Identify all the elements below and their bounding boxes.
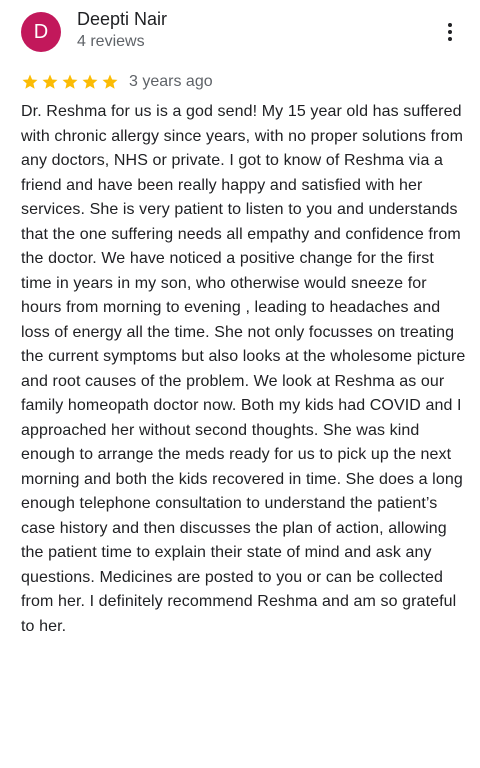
star-icon bbox=[101, 73, 119, 91]
avatar[interactable]: D bbox=[21, 12, 61, 52]
star-icon bbox=[41, 73, 59, 91]
star-rating bbox=[21, 73, 121, 91]
author-name[interactable]: Deepti Nair bbox=[77, 9, 168, 29]
star-icon bbox=[61, 73, 79, 91]
more-vert-icon bbox=[448, 22, 452, 43]
author-info bbox=[77, 8, 167, 52]
review-text: Dr. Reshma for us is a god send! My 15 year old has suffered with chronic allergy since years, with no proper solutions from any doctors, NHS or private. I got to know of Reshma via a friend and have been really happy and satisfied with her services. She is very patient to listen to you and understands that the one suffering needs all empathy and confidence from the doctor. We have noticed a positive change for the first time in years in my son, who otherwise would sneeze for hours from morning to evening , leading to headaches and loss of energy all the time. She not only focusses on treating the current symptoms but also looks at the wholesome picture and root causes of the problem. We look at Reshma as our family homeopath doctor now. Both my kids had COVID and I approached her without second thoughts. She was kind enough to arrange the meds ready for us to pick up the next morning and both the kids recovered in time. She does a long enough telephone consultation to understand the patient’s case history and then discusses the plan of action, allowing the patient time to explain their state of mind and ask any questions. Medicines are posted to you or can be collected from her. I definitely recommend Reshma and am so grateful to her. bbox=[21, 103, 466, 635]
more-options-button[interactable] bbox=[442, 20, 458, 44]
author-review-count: 4 reviews bbox=[77, 33, 145, 50]
review-header bbox=[21, 8, 466, 54]
review-date: 3 years ago bbox=[129, 73, 213, 90]
review-meta bbox=[21, 70, 213, 94]
star-icon bbox=[81, 73, 99, 91]
star-icon bbox=[21, 73, 39, 91]
